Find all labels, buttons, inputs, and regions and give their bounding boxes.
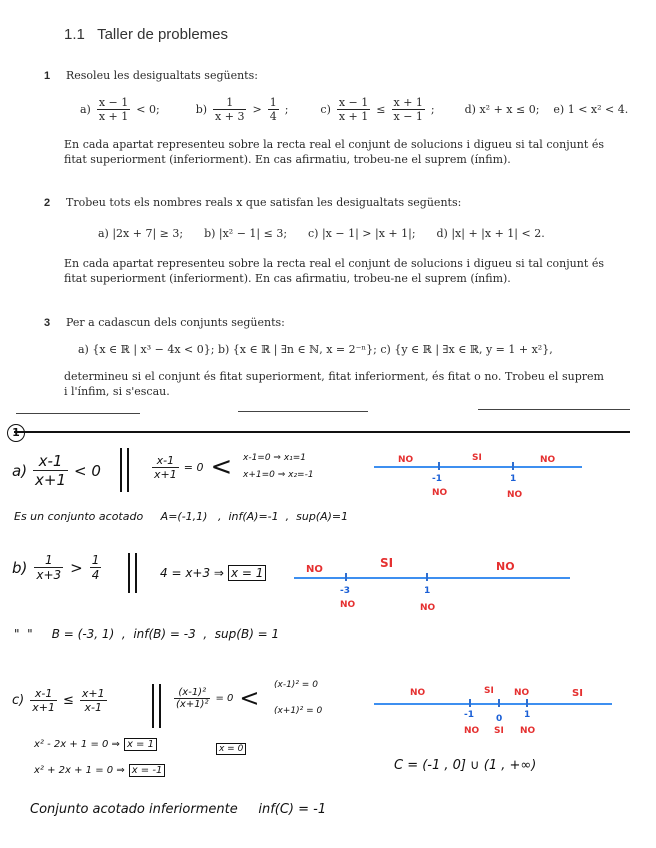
fraction (213, 96, 246, 123)
part-e: e) 1 < x² < 4. (553, 103, 629, 116)
divider-short-2 (238, 411, 368, 412)
frac-den: x + 3 (215, 110, 245, 123)
region-label: NO (398, 455, 414, 465)
hw-a-label: a) (12, 461, 28, 480)
problem-2-parts: a) |2x + 7| ≥ 3; b) |x² − 1| ≤ 3; c) |x − 1| > |x + 1|; d) |x| + |x + 1| < 2. (98, 227, 545, 240)
hw-c-eq1-text: x² - 2x + 1 = 0 ⇒ (34, 739, 120, 750)
region-label: SI (380, 556, 394, 570)
hw-c-box3: x = 0 (216, 743, 246, 755)
fraction (152, 454, 179, 481)
hw-a-conclusion: Es un conjunto acotado A=(-1,1) , inf(A)=-1 , sup(A)=1 (14, 510, 349, 523)
fraction (80, 687, 107, 714)
frac-num: x-1 (30, 687, 57, 701)
region-label: NO (410, 688, 426, 698)
section-title-text: Taller de problemes (97, 26, 228, 43)
double-bar-separator (135, 553, 137, 593)
fraction (268, 96, 279, 123)
frac-den: 4 (91, 568, 100, 582)
tick-label: -1 (432, 474, 442, 484)
double-bar-separator (128, 553, 130, 593)
hw-b-conclusion: " " B = (-3, 1) , inf(B) = -3 , sup(B) = 1 (14, 627, 280, 641)
fraction (337, 96, 370, 123)
frac-den: x+1 (35, 471, 67, 489)
frac-num: 1 (269, 96, 277, 109)
part-c-rel: ≤ (376, 103, 386, 116)
hw-c-set: C = (-1 , 0] ∪ (1 , +∞) (394, 758, 537, 773)
part-c-end: ; (430, 103, 435, 116)
frac-den: (x+1)² (176, 698, 209, 710)
region-label: NO (540, 455, 556, 465)
circled-problem-number: 1 (7, 424, 25, 442)
double-bar-separator (152, 684, 154, 728)
endpoint-label: NO (432, 488, 448, 498)
double-bar-separator (127, 448, 129, 492)
frac-num: x+1 (81, 687, 105, 700)
problem-1-statement: Resoleu les desigualtats següents: (66, 69, 258, 82)
endpoint-label: SI (494, 726, 504, 736)
region-label: NO (496, 560, 515, 573)
problem-1-parts (80, 96, 628, 123)
problem-1-number: 1 (44, 70, 51, 82)
frac-den: x+3 (36, 568, 62, 582)
frac-num: x + 1 (393, 96, 423, 109)
problem-3-paragraph: determineu si el conjunt és fitat superiorment, fitat inferiorment, és fitat o no. Trobeu el suprem i l'ínfim, si s'escau. (64, 370, 604, 398)
section-title (64, 26, 228, 43)
fraction (34, 553, 63, 582)
problem-2-statement: Trobeu tots els nombres reals x que satisfan les desigualtats següents: (66, 196, 462, 209)
frac-num: 1 (34, 553, 63, 568)
fraction (97, 96, 130, 123)
tick-label: -3 (340, 586, 350, 596)
problem-2-number: 2 (44, 197, 51, 209)
hw-c-inequality (12, 687, 109, 714)
hw-c-box1: x = 1 (124, 738, 157, 751)
hw-c-case1: (x-1)² = 0 (274, 680, 318, 690)
hw-b-boxed: x = 1 (228, 565, 266, 581)
hw-c-label: c) (12, 693, 25, 708)
tick-label: -1 (464, 710, 474, 720)
hw-c-box3-wrap (216, 744, 246, 754)
hw-a-equation: $\frac{x-1}{x+1}$ = 0 < (154, 452, 233, 482)
part-a-rel: < 0; (136, 103, 160, 116)
fraction (90, 553, 102, 582)
tick-label: 1 (524, 710, 531, 720)
hw-c-equation: $\frac{\text{(x-1)²}}{\text{(x+1)²}}$ = 0 < (176, 684, 260, 712)
hw-c-rel: ≤ (62, 693, 74, 708)
part-d: d) x² + x ≤ 0; (464, 103, 540, 116)
frac-num: x − 1 (98, 96, 129, 109)
fraction (392, 96, 425, 123)
frac-num: x-1 (33, 452, 68, 471)
endpoint-label: NO (420, 603, 436, 613)
double-bar-separator (120, 448, 122, 492)
frac-num: 1 (91, 553, 100, 567)
frac-den: x + 1 (98, 110, 129, 123)
frac-num: 1 (213, 96, 246, 110)
tick-label: 1 (510, 474, 517, 484)
region-label: SI (472, 453, 482, 463)
part-b-label: b) (195, 103, 208, 116)
hw-a-inequality (12, 452, 101, 489)
hw-c-eq2 (34, 764, 165, 777)
problem-1-paragraph: En cada apartat representeu sobre la recta real el conjunt de solucions i digueu si tal conjunt és fitat superiorment (inferiorment). En cas afirmatiu, trobeu-ne el suprem (ínfim). (64, 138, 604, 166)
problem-3-number: 3 (44, 317, 51, 329)
hw-b-label: b) (12, 558, 28, 577)
region-label: SI (484, 686, 494, 696)
hw-c-eq0: = 0 (215, 692, 234, 704)
part-b-end: ; (284, 103, 289, 116)
divider-short-3 (478, 409, 630, 410)
hw-a-case2: x+1=0 ⇒ x₂=-1 (243, 470, 314, 480)
endpoint-label: NO (340, 600, 356, 610)
tick-label: 0 (496, 714, 503, 724)
problem-3-parts: a) {x ∈ ℝ | x³ − 4x < 0}; b) {x ∈ ℝ | ∃n ∈ ℕ, x = 2⁻ⁿ}; c) {y ∈ ℝ | ∃x ∈ ℝ, y = 1 + x²}, (78, 343, 553, 356)
region-label: NO (306, 564, 323, 575)
hw-c-eq1 (34, 738, 157, 751)
frac-den: 4 (269, 110, 277, 123)
part-a-label: a) (80, 103, 91, 116)
part-c-label: c) (320, 103, 331, 116)
tick-label: 1 (424, 586, 431, 596)
divider-short-1 (16, 413, 140, 414)
fraction (174, 687, 210, 710)
double-bar-separator (159, 684, 161, 728)
endpoint-label: NO (464, 726, 480, 736)
problem-2-paragraph: En cada apartat representeu sobre la recta real el conjunt de solucions i digueu si tal conjunt és fitat superiorment (inferiorment). En cas afirmatiu, trobeu-ne el suprem (ínfim). (64, 257, 604, 285)
frac-num: x − 1 (338, 96, 369, 109)
frac-num: x-1 (152, 454, 179, 468)
region-label: SI (572, 688, 583, 699)
part-b-rel: > (252, 103, 262, 116)
region-label: NO (514, 688, 530, 698)
divider-main (14, 431, 630, 433)
hw-c-conclusion: Conjunto acotado inferiormente inf(C) = -1 (30, 802, 327, 817)
frac-den: x+1 (32, 701, 55, 714)
frac-den: x + 1 (338, 110, 369, 123)
hw-c-case2: (x+1)² = 0 (274, 706, 323, 716)
frac-den: x+1 (154, 467, 177, 481)
hw-b-solution (160, 565, 266, 581)
section-number: 1.1 (64, 26, 85, 43)
frac-den: x-1 (84, 701, 102, 714)
fraction (30, 687, 57, 714)
hw-c-box2: x = -1 (129, 764, 166, 777)
fraction (33, 452, 68, 489)
frac-num: (x-1)² (174, 687, 210, 699)
hw-b-inequality (12, 553, 103, 582)
frac-den: x − 1 (393, 110, 423, 123)
hw-a-case1: x-1=0 ⇒ x₁=1 (243, 453, 307, 463)
hw-b-rel: > (70, 558, 83, 577)
hw-a-eq0: = 0 (183, 460, 204, 474)
hw-b-eq: 4 = x+3 ⇒ (160, 566, 224, 580)
endpoint-label: NO (520, 726, 536, 736)
problem-3-statement: Per a cadascun dels conjunts següents: (66, 316, 285, 329)
hw-a-rel: < 0 (74, 461, 101, 480)
hw-c-eq2-text: x² + 2x + 1 = 0 ⇒ (34, 765, 125, 776)
endpoint-label: NO (507, 490, 523, 500)
